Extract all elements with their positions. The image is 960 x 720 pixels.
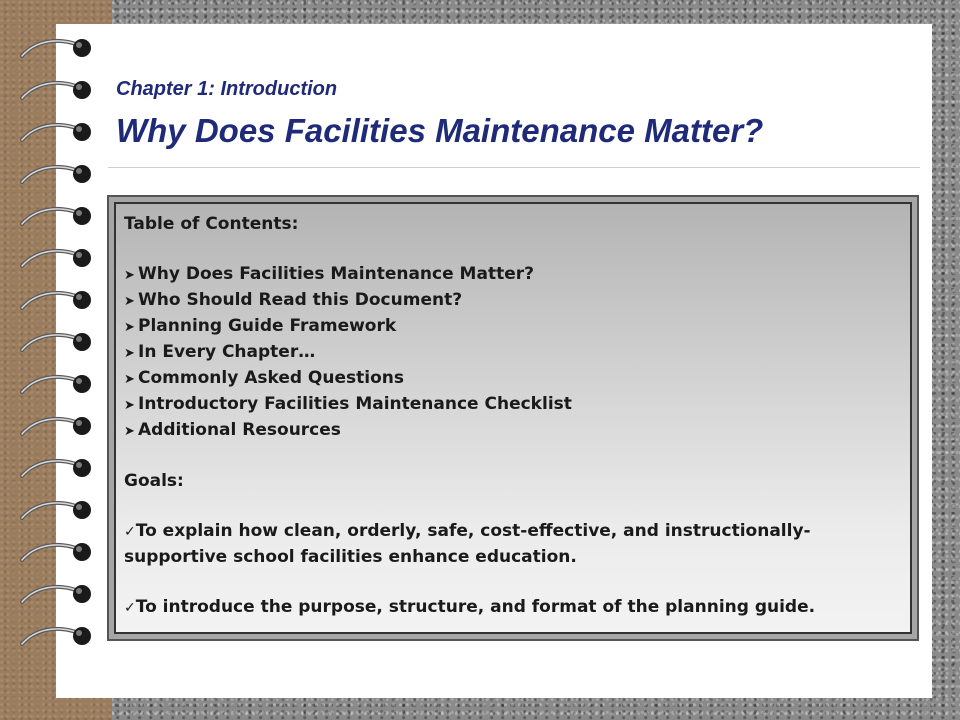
spiral-ring-icon [18,414,98,440]
spiral-ring-icon [18,204,98,230]
toc-item [124,262,902,288]
toc-item [124,366,902,392]
spiral-ring-icon [18,372,98,398]
toc-list [124,262,902,444]
spiral-ring-icon [18,288,98,314]
toc-item-label: Planning Guide Framework [138,316,397,336]
spiral-ring-icon [18,456,98,482]
toc-item [124,340,902,366]
spiral-ring-icon [18,624,98,650]
toc-item [124,392,902,418]
checkmark-icon: ✓ [124,524,136,540]
content-panel-inner [114,202,912,634]
toc-item-label: Who Should Read this Document? [138,290,463,310]
spiral-ring-icon [18,78,98,104]
goal-item [124,519,902,570]
spiral-ring-icon [18,36,98,62]
chapter-label: Chapter 1: Introduction [116,78,338,100]
spiral-ring-icon [18,582,98,608]
toc-item-label: Introductory Facilities Maintenance Checklist [138,394,572,414]
arrow-bullet-icon: ➤ [124,268,135,283]
spiral-ring-icon [18,330,98,356]
spiral-ring-icon [18,540,98,566]
toc-item [124,418,902,444]
arrow-bullet-icon: ➤ [124,346,135,361]
checkmark-icon: ✓ [124,600,136,616]
arrow-bullet-icon: ➤ [124,398,135,413]
spiral-ring-icon [18,120,98,146]
toc-item [124,314,902,340]
spiral-ring-icon [18,498,98,524]
toc-item-label: In Every Chapter… [138,342,316,362]
goals-heading: Goals: [124,471,184,491]
arrow-bullet-icon: ➤ [124,320,135,335]
toc-item [124,288,902,314]
spiral-ring-icon [18,246,98,272]
arrow-bullet-icon: ➤ [124,294,135,309]
goal-text: To explain how clean, orderly, safe, cost-effective, and instructionally-supportive school facilities enhance education. [124,521,811,567]
arrow-bullet-icon: ➤ [124,424,135,439]
spiral-ring-icon [18,162,98,188]
title-divider [108,167,920,168]
content-panel [107,195,919,641]
goal-item [124,595,902,621]
toc-item-label: Why Does Facilities Maintenance Matter? [138,264,534,284]
toc-heading: Table of Contents: [124,214,299,234]
goal-text: To introduce the purpose, structure, and format of the planning guide. [135,597,816,617]
toc-item-label: Commonly Asked Questions [138,368,404,388]
toc-item-label: Additional Resources [138,420,341,440]
slide-title: Why Does Facilities Maintenance Matter? [116,112,764,149]
content-body [124,212,902,621]
spiral-rings [0,0,112,720]
arrow-bullet-icon: ➤ [124,372,135,387]
